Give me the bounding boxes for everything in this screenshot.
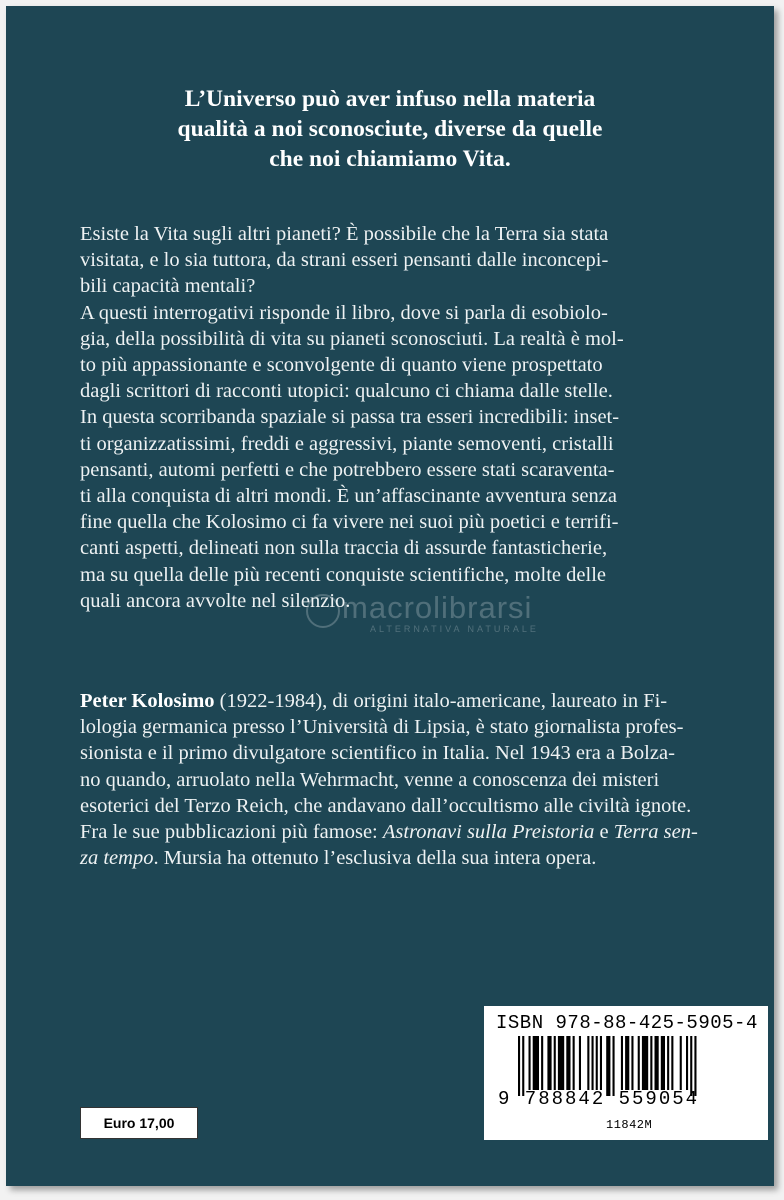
barcode-bar (596, 1036, 598, 1090)
bio-line: esoterici del Terzo Reich, che andavano dall’occultismo alle civiltà ignote. (80, 794, 692, 817)
description-line: bili capacità mentali? (80, 275, 256, 298)
barcode-bar (547, 1036, 551, 1090)
author-bio (80, 688, 700, 871)
description-line: canti aspetti, delineati non sulla traccia di assurde fantasticherie, (80, 537, 608, 560)
description-line: pensanti, automi perfetti e che potrebbero essere stati scaraventa- (80, 458, 615, 481)
price-label (80, 1107, 198, 1139)
description-line: fine quella che Kolosimo ci fa vivere nei suoi più poetici e terrifi- (80, 511, 619, 534)
barcode-bar (529, 1036, 531, 1090)
bio-line: sionista e il primo divulgatore scientifico in Italia. Nel 1943 era a Bolza- (80, 742, 675, 765)
barcode-bar (661, 1036, 665, 1090)
description-line: gia, della possibilità di vita su pianeti sconosciuti. La realtà è mol- (80, 327, 624, 350)
description-line: visitata, e lo sia tuttora, da strani esseri pensanti dalle inconcepi- (80, 249, 609, 272)
barcode-bar (566, 1036, 570, 1090)
barcode-bar (667, 1036, 669, 1090)
bio-text: e (594, 821, 614, 844)
book-description (80, 221, 700, 614)
isbn-barcode (484, 1006, 768, 1140)
barcode-bar (554, 1036, 556, 1090)
barcode-bar (642, 1036, 648, 1090)
barcode-bar (579, 1036, 581, 1090)
author-name: Peter Kolosimo (80, 690, 215, 712)
bio-line (80, 819, 700, 845)
barcode-bar (522, 1036, 524, 1096)
headline-line: L’Universo può aver infuso nella materia (184, 86, 596, 112)
barcode-bar (533, 1036, 539, 1090)
description-line: to più appassionante e sconvolgente di quanto viene prospettato (80, 354, 603, 377)
description-line: ti alla conquista di altri mondi. È un’affascinante avventura senza (80, 485, 617, 508)
bio-line: lologia germanica presso l’Università di Lipsia, è stato giornalista profes- (80, 716, 684, 739)
description-line: In questa scorribanda spaziale si passa tra esseri incredibili: inset- (80, 406, 620, 429)
barcode-bar (592, 1036, 594, 1090)
barcode-bar (680, 1036, 682, 1090)
description-line: Esiste la Vita sugli altri pianeti? È possibile che la Terra sia stata (80, 223, 609, 245)
barcode-bar (621, 1036, 623, 1090)
barcode-bar (600, 1036, 602, 1090)
barcode-bar (541, 1036, 543, 1090)
barcode-bar (686, 1036, 688, 1090)
bio-line (80, 845, 700, 871)
barcode-bar (625, 1036, 629, 1090)
barcode-digits: 9 788842 559054 (498, 1088, 700, 1110)
barcode-bar (558, 1036, 564, 1090)
headline-line: che noi chiamiamo Vita. (269, 146, 511, 172)
barcode-bar (573, 1036, 575, 1090)
barcode-bar (650, 1036, 652, 1090)
book-title: Terra sen- (613, 821, 698, 844)
barcode-bar (638, 1036, 640, 1090)
watermark-tagline: ALTERNATIVA NATURALE (370, 624, 539, 634)
bio-text: . Mursia ha ottenuto l’esclusiva della sua intera opera. (153, 847, 597, 870)
barcode-bar (606, 1036, 610, 1096)
barcode-bar (655, 1036, 659, 1090)
headline-line: qualità a noi sconosciute, diverse da quelle (177, 116, 603, 142)
bio-line: no quando, arruolato nella Wehrmacht, venne a conoscenza dei misteri (80, 768, 660, 791)
headline-quote (66, 84, 714, 174)
barcode-bar (631, 1036, 633, 1090)
book-title: Astronavi sulla Preistoria (382, 821, 595, 844)
watermark-name: macrolibrarsi (342, 590, 533, 625)
barcode-bar (690, 1036, 692, 1096)
internal-code: 11842M (606, 1118, 653, 1132)
description-line: ti organizzatissimi, freddi e aggressivi, piante semoventi, cristalli (80, 432, 614, 455)
description-line: A questi interrogativi risponde il libro, dove si parla di esobiolo- (80, 301, 608, 324)
barcode-bar (694, 1036, 696, 1096)
description-line: quali ancora avvolte nel silenzio. (80, 589, 351, 612)
description-line: dagli scrittori di racconti utopici: qualcuno ci chiama dalle stelle. (80, 380, 613, 403)
price-text: Euro 17,00 (103, 1115, 175, 1131)
book-back-cover (6, 6, 774, 1186)
bio-text: Fra le sue pubblicazioni più famose: (80, 821, 383, 844)
bio-text: (1922-1984), di origini italo-americane, laureato in Fi- (214, 690, 668, 712)
isbn-number: ISBN 978-88-425-5905-4 (496, 1012, 758, 1034)
barcode-bars (518, 1036, 734, 1096)
book-title: za tempo (80, 847, 154, 870)
barcode-bar (671, 1036, 673, 1090)
description-line: ma su quella delle più recenti conquiste scientifiche, molte delle (80, 563, 606, 586)
barcode-bar (587, 1036, 589, 1090)
bio-line (80, 688, 700, 714)
barcode-bar (613, 1036, 615, 1096)
barcode-bar (518, 1036, 520, 1096)
